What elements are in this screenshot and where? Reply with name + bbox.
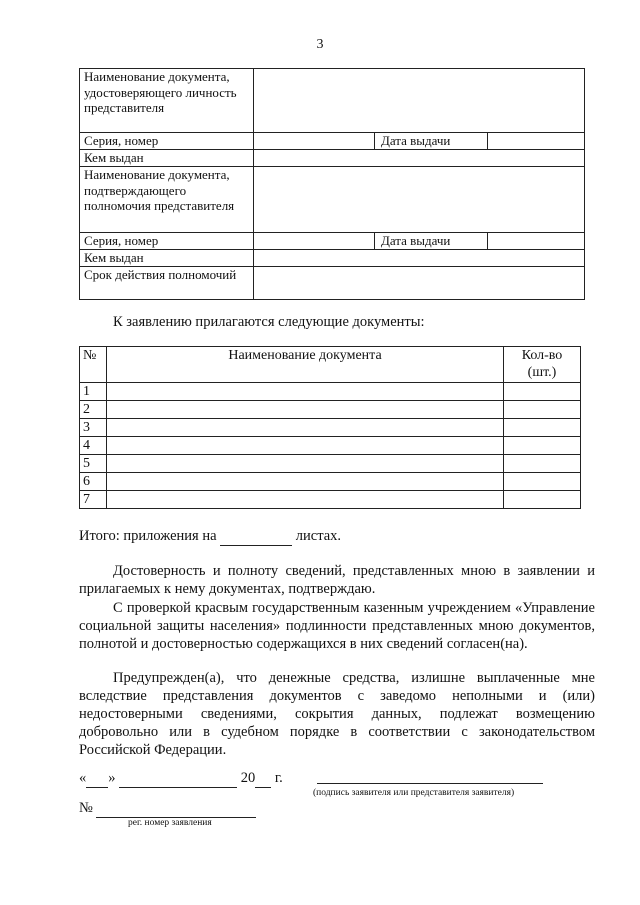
warning-paragraph: Предупрежден(а), что денежные средства, излишне выплаченные мне вследствие представления документов с заведомо неполными и (или) недостоверными сведениями, сокрытия данных, подлежат возмещению добровольно или в судебном порядке в соответствии с законодательством Российской Федерации.	[79, 670, 595, 758]
total-line	[79, 528, 341, 546]
page-number: 3	[316, 37, 324, 52]
confirmation-paragraph: Достоверность и полноту сведений, представленных мною в заявлении и прилагаемых к нему документах, подтверждаю.	[79, 563, 595, 597]
signature-caption: (подпись заявителя или представителя заявителя)	[313, 788, 515, 798]
date-line	[79, 770, 283, 788]
series-number-label-2: Серия, номер	[80, 233, 254, 250]
doc-name-cell[interactable]	[107, 473, 504, 491]
issue-date-field[interactable]	[488, 133, 584, 149]
issued-by-label-2: Кем выдан	[80, 250, 254, 267]
table-row	[80, 491, 581, 509]
doc-name-cell[interactable]	[107, 437, 504, 455]
registration-number-field[interactable]	[96, 800, 256, 818]
authority-doc-name-label: Наименование документа, подтверждающего полномочия представителя	[80, 167, 254, 233]
issued-by-field[interactable]	[254, 150, 585, 167]
doc-name-cell[interactable]	[107, 419, 504, 437]
total-suffix: листах.	[295, 528, 342, 544]
table-row	[80, 437, 581, 455]
issue-date-field-2[interactable]	[488, 233, 584, 249]
year-prefix: 20	[240, 770, 256, 786]
table-row	[80, 383, 581, 401]
registration-number-caption: рег. номер заявления	[128, 818, 212, 828]
table-row	[80, 473, 581, 491]
authority-doc-name-field[interactable]	[254, 167, 585, 233]
qty-cell[interactable]	[504, 473, 581, 491]
header-doc-name: Наименование документа	[107, 347, 504, 383]
series-number-label: Серия, номер	[80, 133, 254, 150]
table-row	[80, 401, 581, 419]
registration-number-line	[79, 800, 256, 818]
month-field[interactable]	[119, 770, 237, 788]
doc-name-cell[interactable]	[107, 455, 504, 473]
qty-cell[interactable]	[504, 437, 581, 455]
attachments-table	[79, 346, 581, 509]
attachments-intro: К заявлению прилагаются следующие документы:	[113, 314, 425, 330]
representative-table	[79, 68, 585, 300]
row-number: 1	[80, 383, 107, 401]
table-row	[80, 419, 581, 437]
series-number-field-2[interactable]	[254, 233, 375, 249]
sheets-count-field[interactable]	[220, 528, 292, 546]
validity-period-label: Срок действия полномочий	[80, 267, 254, 300]
row-number: 5	[80, 455, 107, 473]
doc-name-cell[interactable]	[107, 401, 504, 419]
table-row	[80, 455, 581, 473]
day-field[interactable]	[86, 770, 108, 788]
signature-field[interactable]	[317, 783, 543, 784]
row-number: 7	[80, 491, 107, 509]
issue-date-label-2: Дата выдачи	[375, 233, 488, 249]
total-prefix: Итого: приложения на	[79, 528, 217, 544]
row-number: 2	[80, 401, 107, 419]
series-date-row-2	[254, 233, 585, 250]
row-number: 6	[80, 473, 107, 491]
header-qty: Кол-во (шт.)	[504, 347, 581, 383]
row-number: 4	[80, 437, 107, 455]
year-field[interactable]	[255, 770, 271, 788]
issued-by-label: Кем выдан	[80, 150, 254, 167]
date-quote-close: »	[108, 770, 116, 786]
qty-cell[interactable]	[504, 491, 581, 509]
qty-cell[interactable]	[504, 401, 581, 419]
row-number: 3	[80, 419, 107, 437]
qty-cell[interactable]	[504, 455, 581, 473]
doc-name-cell[interactable]	[107, 491, 504, 509]
series-number-field[interactable]	[254, 133, 375, 149]
reg-number-prefix: №	[79, 800, 93, 816]
header-num: №	[80, 347, 107, 383]
series-date-row	[254, 133, 585, 150]
qty-cell[interactable]	[504, 383, 581, 401]
issue-date-label: Дата выдачи	[375, 133, 488, 149]
issued-by-field-2[interactable]	[254, 250, 585, 267]
id-doc-name-field[interactable]	[254, 69, 585, 133]
date-quote-open: «	[79, 770, 87, 786]
validity-period-field[interactable]	[254, 267, 585, 300]
qty-cell[interactable]	[504, 419, 581, 437]
id-doc-name-label: Наименование документа, удостоверяющего личность представителя	[80, 69, 254, 133]
verification-consent-paragraph: С проверкой красвым государственным казенным учреждением «Управление социальной защиты населения» подлинности представленных мною документов, полнотой и достоверностью содержащихся в них сведений согласен(на).	[79, 600, 595, 652]
doc-name-cell[interactable]	[107, 383, 504, 401]
year-suffix: г.	[274, 770, 283, 786]
